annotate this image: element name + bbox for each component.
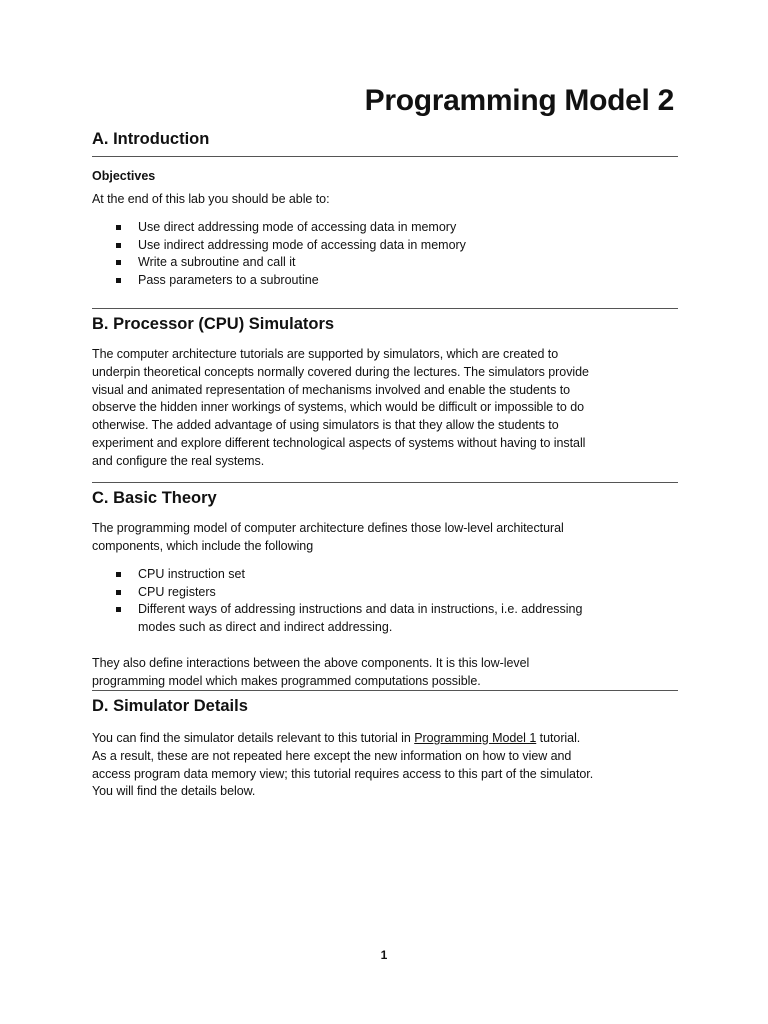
section-divider (92, 690, 678, 691)
simulators-paragraph: The computer architecture tutorials are supported by simulators, which are created to underpin theoretical concepts normally covered during the lectures. The simulators provide visual and animated representation of mechanisms involved and enable the students to observe the hidden inner workings of systems, which would be difficult or impossible to do otherwise. The added advantage of using simulators is that they allow the students to experiment and explore different technological aspects of systems without having to install and configure the real systems. (92, 347, 589, 468)
basic-theory-list (92, 566, 678, 636)
list-item: CPU instruction set (92, 566, 678, 584)
bullet-icon (116, 607, 121, 612)
section-heading-simulator-details: D. Simulator Details (92, 697, 248, 715)
section-divider (92, 308, 678, 309)
section-heading-basic-theory: C. Basic Theory (92, 489, 217, 507)
objectives-intro (92, 191, 678, 209)
objectives-block (92, 168, 678, 184)
section-introduction (92, 129, 678, 149)
list-item: Pass parameters to a subroutine (92, 272, 678, 290)
list-item: CPU registers (92, 584, 678, 602)
section-divider (92, 156, 678, 157)
page-number: 1 (380, 948, 388, 962)
section-divider (92, 482, 678, 483)
page-title: Programming Model 2 (364, 84, 674, 117)
list-item: Write a subroutine and call it (92, 254, 678, 272)
list-item: Use indirect addressing mode of accessing data in memory (92, 237, 678, 255)
programming-model-1-link[interactable]: Programming Model 1 (414, 731, 537, 745)
bullet-icon (116, 260, 121, 265)
basic-theory-intro: The programming model of computer architecture defines those low-level architectural components, which include the following (92, 521, 564, 553)
section-basic-theory (92, 488, 678, 508)
bullet-icon (116, 572, 121, 577)
section-simulators (92, 314, 678, 334)
bullet-icon (116, 225, 121, 230)
objectives-intro-text: At the end of this lab you should be able to: (92, 192, 330, 206)
basic-theory-closing: They also define interactions between the above components. It is this low-level programming model which makes programmed computations possible. (92, 656, 530, 688)
section-heading-simulators: B. Processor (CPU) Simulators (92, 315, 335, 333)
bullet-icon (116, 590, 121, 595)
objectives-list (92, 219, 678, 289)
section-heading-introduction: A. Introduction (92, 130, 210, 148)
bullet-icon (116, 278, 121, 283)
objectives-label: Objectives (92, 169, 156, 183)
list-item: Different ways of addressing instructions and data in instructions, i.e. addressing modes such as direct and indirect addressing. (92, 601, 678, 636)
section-simulator-details (92, 696, 678, 716)
bullet-icon (116, 243, 121, 248)
simulator-details-paragraph: You can find the simulator details relevant to this tutorial in Programming Model 1 tutorial. As a result, these are not repeated here except the new information on how to view and access program data memory view; this tutorial requires access to this part of the simulator. You will find the details below. (92, 731, 594, 799)
list-item: Use direct addressing mode of accessing data in memory (92, 219, 678, 237)
